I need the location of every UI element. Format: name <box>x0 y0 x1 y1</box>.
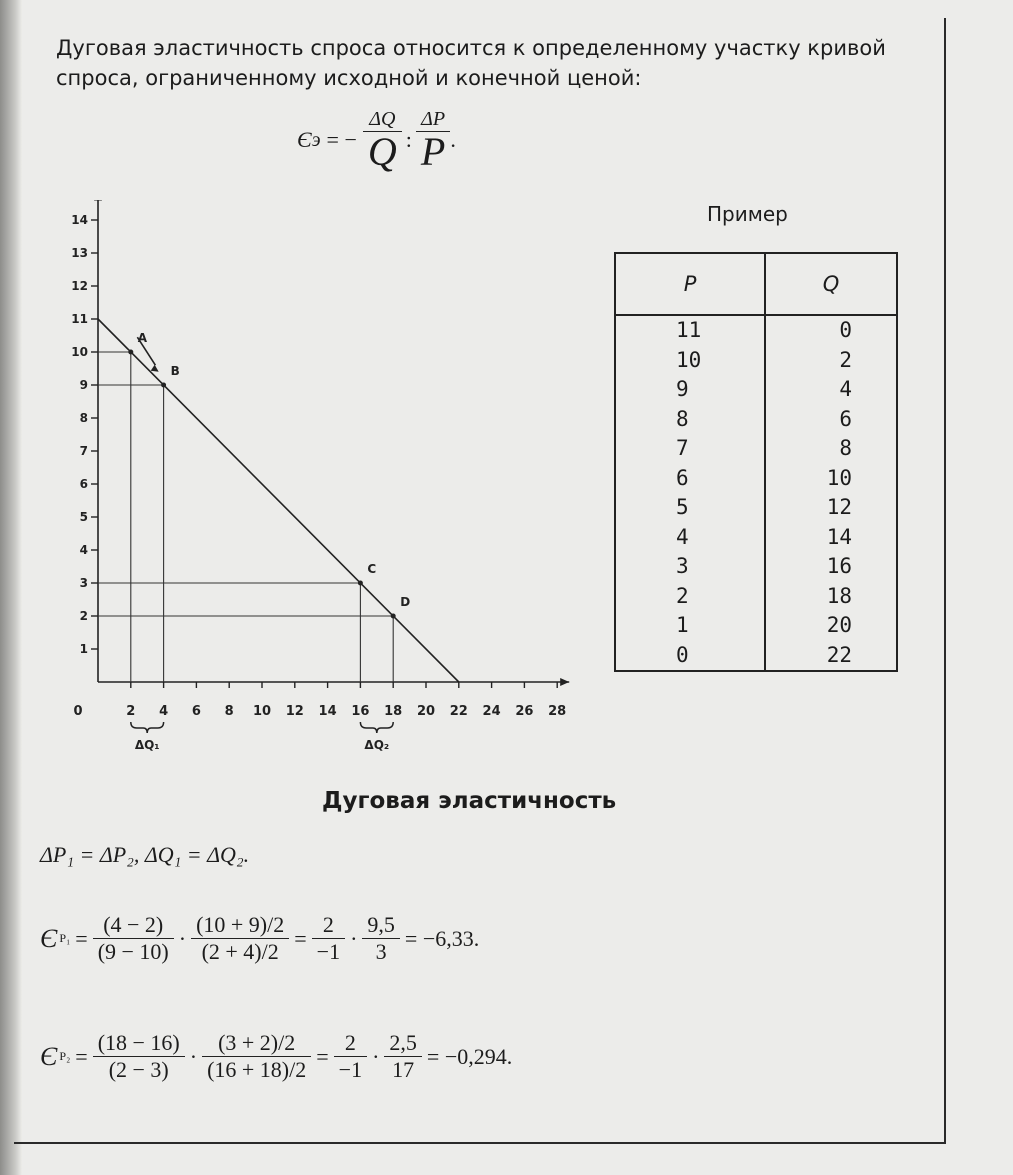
table-cell-p: 4 <box>615 523 765 553</box>
calc2-sub: P₂ <box>59 1049 71 1063</box>
table-row <box>615 346 897 376</box>
point-C <box>358 581 363 586</box>
table-cell-p: 7 <box>615 434 765 464</box>
table-cell-q: 18 <box>826 583 852 608</box>
demand-curve-chart <box>40 200 600 760</box>
table-cell-p: 0 <box>615 641 765 672</box>
x-tick-label: 22 <box>449 704 468 719</box>
demand-line <box>98 319 459 682</box>
table-cell-p: 6 <box>615 464 765 494</box>
calc1-frac-3 <box>312 912 345 965</box>
y-tick-label: 6 <box>79 477 88 491</box>
table-row <box>615 493 897 523</box>
x-tick-label: 18 <box>384 704 403 719</box>
point-C-label: C <box>367 562 377 576</box>
x-tick-label: 12 <box>285 704 304 719</box>
y-tick-label: 3 <box>79 576 88 590</box>
calc-elasticity-2: Є P₂ = $\frac{(18 - 16)}{(2 - 3)}$ · $\frac{(3 + 2)/2}{(16 + 18)/2}$ = $\frac{2}{-1}$ · $\frac{2,5}{17}$ = −0,294. <box>40 1030 513 1082</box>
calc1-f1-num: (4 − 2) <box>93 912 174 939</box>
calc2-result: = −0,294. <box>426 1043 513 1069</box>
condition-formula: ΔP₁ = ΔP₂, ΔQ₁ = ΔQ₂. <box>40 842 250 867</box>
table-cell-p: 11 <box>615 315 765 346</box>
table-cell-p: 8 <box>615 405 765 435</box>
calc1-f3-num: 2 <box>312 912 345 939</box>
y-tick-label: 10 <box>71 345 88 359</box>
table-cell-p: 9 <box>615 375 765 405</box>
table-header-row <box>615 253 897 315</box>
formula-dq: ΔQ <box>363 108 402 132</box>
table-cell-q: 20 <box>826 613 852 637</box>
table-cell-p: 3 <box>615 552 765 582</box>
formula-q-bar: Q <box>367 129 397 174</box>
table-row <box>615 641 897 672</box>
calc-elasticity-1: Є P₁ = $\frac{(4 - 2)}{(9 - 10)}$ · $\frac{(10 + 9)/2}{(2 + 4)/2}$ = $\frac{2}{-1}$ · $\frac{9,5}{3}$ = −6,33. <box>40 912 480 964</box>
x-tick-label: 6 <box>191 704 201 719</box>
table-row <box>615 405 897 435</box>
table-cell-p: 2 <box>615 582 765 612</box>
calc2-f4-den: 17 <box>392 1057 415 1082</box>
y-tick-label: 1 <box>79 642 88 656</box>
dq-bracket-1 <box>131 722 164 733</box>
y-tick-label: 2 <box>79 609 88 623</box>
table-cell-q: 2 <box>839 347 852 372</box>
table-row <box>615 523 897 553</box>
table-cell-p: 1 <box>615 611 765 641</box>
section-title: Дуговая эластичность <box>322 788 617 814</box>
table-row <box>615 315 897 346</box>
example-table <box>614 252 898 672</box>
y-tick-label: 8 <box>79 411 88 425</box>
calc1-f3-den: −1 <box>316 939 341 964</box>
dq-label-2: ΔQ₂ <box>364 738 390 752</box>
y-tick-label: 4 <box>79 543 88 557</box>
calc2-f4-num: 2,5 <box>384 1030 422 1057</box>
table-cell-p: 5 <box>615 493 765 523</box>
calc1-f1-den: (9 − 10) <box>97 939 169 964</box>
table-row <box>615 611 897 641</box>
x-tick-label: 26 <box>515 704 534 719</box>
x-tick-label: 2 <box>126 704 136 719</box>
calc1-f2-den: (2 + 4)/2 <box>201 939 279 964</box>
table-row <box>615 434 897 464</box>
table-cell-q: 14 <box>826 524 852 549</box>
point-A <box>128 350 133 355</box>
calc2-frac-1 <box>93 1030 185 1083</box>
formula-end: . <box>450 127 456 152</box>
table-row <box>615 552 897 582</box>
table-cell-q: 16 <box>826 554 852 578</box>
table-cell-q: 8 <box>839 436 852 460</box>
formula-colon: : <box>405 127 412 152</box>
example-title: Пример <box>707 202 788 226</box>
point-B-label: B <box>170 364 180 378</box>
calc1-sub: P₁ <box>59 931 71 945</box>
y-tick-label: 5 <box>79 510 88 524</box>
x-tick-label: 28 <box>548 704 567 719</box>
x-tick-label: 16 <box>351 704 370 719</box>
intro-text: Дуговая эластичность спроса относится к определенному участку кривой спроса, ограниченному исходной и конечной ценой: <box>56 36 886 90</box>
arc-elasticity-formula <box>297 108 456 172</box>
x-tick-label: 4 <box>159 704 169 719</box>
calc1-frac-1 <box>93 912 174 965</box>
point-D-label: D <box>400 595 411 609</box>
calc2-epsilon: Є <box>40 1041 58 1071</box>
table-row <box>615 582 897 612</box>
calc1-epsilon: Є <box>40 923 58 953</box>
calc2-f3-num: 2 <box>334 1030 367 1057</box>
point-D <box>391 614 396 619</box>
calc2-frac-4 <box>384 1030 422 1083</box>
y-axis-arrow <box>94 200 102 201</box>
table-header-p: P <box>615 253 765 315</box>
movement-arrowhead <box>151 365 159 372</box>
calc2-f3-den: −1 <box>338 1057 363 1082</box>
y-tick-label: 9 <box>79 378 88 392</box>
table-row <box>615 375 897 405</box>
formula-epsilon-sub: э <box>311 128 321 151</box>
table-cell-q: 22 <box>826 642 852 667</box>
calc2-frac-2 <box>202 1030 311 1083</box>
calc2-f1-den: (2 − 3) <box>108 1057 169 1082</box>
table-cell-q: 0 <box>839 318 852 342</box>
formula-frac-p <box>416 108 450 172</box>
y-tick-label: 12 <box>71 279 88 293</box>
point-A-label: A <box>137 331 148 345</box>
y-tick-label: 7 <box>79 444 88 458</box>
x-tick-label: 0 <box>73 704 83 719</box>
formula-p-bar: P <box>420 129 446 174</box>
table-cell-q: 10 <box>826 465 852 490</box>
x-tick-label: 8 <box>224 704 234 719</box>
calc1-f4-num: 9,5 <box>362 912 400 939</box>
x-axis-arrow <box>560 678 569 686</box>
calc1-f4-den: 3 <box>375 939 387 964</box>
formula-dp: ΔP <box>416 108 450 132</box>
calc2-frac-3 <box>334 1030 367 1083</box>
x-tick-label: 24 <box>482 704 501 719</box>
y-tick-label: 13 <box>71 246 88 260</box>
calc1-f2-num: (10 + 9)/2 <box>191 912 289 939</box>
dq-bracket-2 <box>360 722 393 733</box>
y-tick-label: 11 <box>71 312 88 326</box>
formula-epsilon: Є <box>297 127 312 152</box>
y-tick-label: 14 <box>71 213 88 227</box>
table-cell-q: 4 <box>839 377 852 401</box>
dq-label-1: ΔQ₁ <box>134 738 160 752</box>
calc2-f1-num: (18 − 16) <box>93 1030 185 1057</box>
formula-equals: = − <box>326 127 357 152</box>
calc1-frac-2 <box>191 912 289 965</box>
table-cell-p: 10 <box>615 346 765 376</box>
table-row <box>615 464 897 494</box>
point-B <box>161 383 166 388</box>
table-cell-q: 6 <box>839 406 852 431</box>
x-tick-label: 20 <box>416 704 436 719</box>
calc1-frac-4 <box>362 912 400 965</box>
x-tick-label: 10 <box>252 704 272 719</box>
table-cell-q: 12 <box>826 495 852 519</box>
formula-frac-q <box>363 108 402 172</box>
calc1-result: = −6,33. <box>404 925 480 951</box>
x-tick-label: 14 <box>318 704 337 719</box>
calc2-f2-den: (16 + 18)/2 <box>207 1057 307 1082</box>
table-header-q: Q <box>765 253 897 315</box>
calc2-f2-num: (3 + 2)/2 <box>202 1030 311 1057</box>
